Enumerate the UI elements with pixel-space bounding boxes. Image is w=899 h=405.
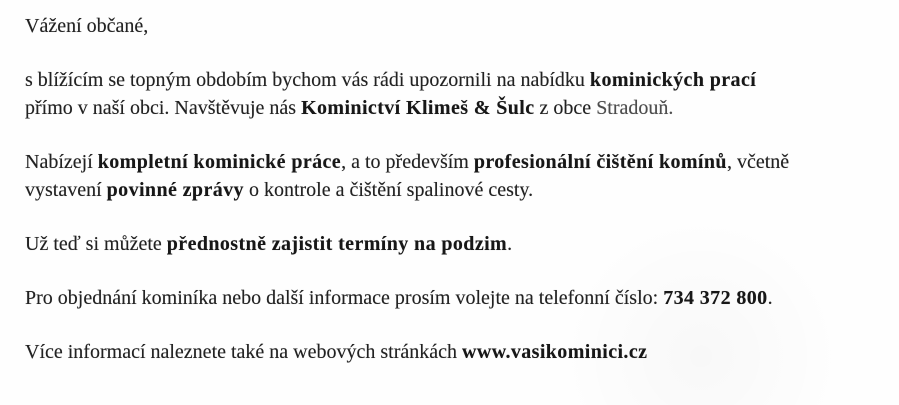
company-name: Kominictví Klimeš & Šulc <box>301 97 535 119</box>
intro-line1-bold-chimney-works: kominických prací <box>589 69 757 91</box>
greeting <box>25 12 871 40</box>
phone-number: 734 372 800 <box>663 287 768 309</box>
services-line2-text1: vystavení <box>25 179 107 201</box>
contact-text2: . <box>767 287 773 309</box>
website-url: www.vasikominici.cz <box>462 341 648 363</box>
services-line1-text1: Nabízejí <box>25 151 98 173</box>
intro-line2-text1: přímo v naší obci. Navštěvuje nás <box>25 97 302 119</box>
intro-line2-text2: z obce <box>534 97 597 119</box>
booking-paragraph <box>25 230 871 258</box>
website-text1: Více informací naleznete také na webových stránkách <box>25 341 463 363</box>
intro-line1-text: s blížícím se topným obdobím bychom vás rádi upozornili na nabídku <box>25 69 590 91</box>
booking-bold-autumn-terms: přednostně zajistit termíny na podzim <box>166 233 508 255</box>
contact-text1: Pro objednání kominíka nebo další informace prosím volejte na telefonní číslo: <box>25 287 664 309</box>
booking-text2: . <box>507 233 513 255</box>
website-paragraph <box>25 338 871 366</box>
greeting-text: Vážení občané, <box>25 15 149 37</box>
booking-text1: Už teď si můžete <box>25 233 167 255</box>
contact-paragraph <box>25 284 871 312</box>
services-paragraph <box>25 148 871 204</box>
village-name: Stradouň. <box>596 97 674 119</box>
services-line2-text2: o kontrole a čištění spalinové cesty. <box>243 179 534 201</box>
services-line1-text2: , a to především <box>341 151 474 173</box>
services-bold-professional-cleaning: profesionální čištění komínů <box>473 151 727 173</box>
services-bold-mandatory-report: povinné zprávy <box>106 179 244 201</box>
services-bold-complete-works: kompletní kominické práce <box>97 151 342 173</box>
services-line1-text3: , včetně <box>726 151 790 173</box>
intro-paragraph <box>25 66 871 122</box>
